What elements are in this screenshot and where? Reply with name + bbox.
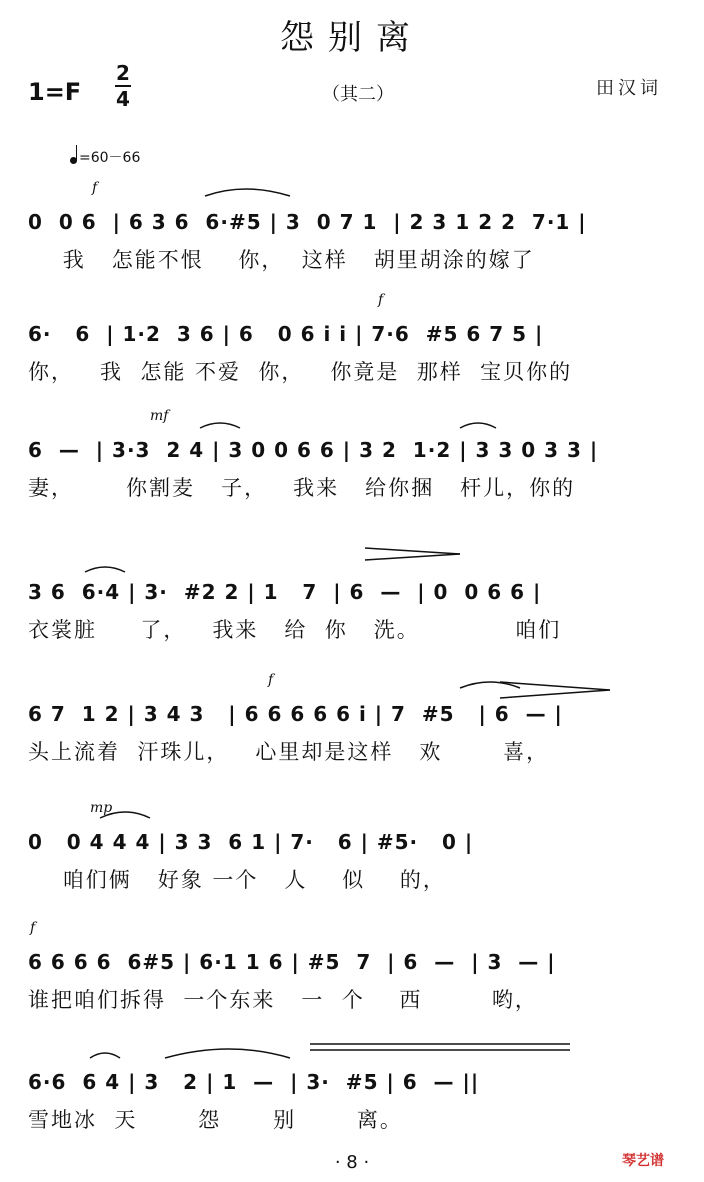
key-signature: 1=F — [28, 78, 82, 106]
notation-line: 6 — | 3·3 2 4 | 3 0 0 6 6 | 3 2 1·2 | 3 3 0 3 3 | — [28, 438, 599, 462]
lyricist-credit: 田汉词 — [596, 78, 662, 99]
slur-mark — [165, 1049, 290, 1058]
notation-line: 3 6 6·4 | 3· #2 2 | 1 7 | 6 — | 0 0 6 6 | — [28, 580, 542, 604]
lyric-line: 头上流着 汗珠儿， 心里却是这样 欢 喜， — [28, 740, 550, 764]
lyric-line: 咱们俩 好象 一个 人 似 的， — [28, 868, 446, 892]
slur-mark — [200, 423, 240, 428]
notation-line: 6 6 6 6 6#5 | 6·1 1 6 | #5 7 | 6 — | 3 — | — [28, 950, 556, 974]
lyric-line: 衣裳脏 了， 我来 给 你 洗。 咱们 — [28, 618, 562, 642]
time-top: 2 — [116, 61, 130, 85]
slur-mark — [85, 567, 125, 572]
logo-text: 琴艺谱 — [622, 1153, 664, 1169]
subtitle: （其二） — [322, 84, 394, 105]
slur-mark — [100, 812, 150, 818]
lyric-line: 我 怎能不恨 你， 这样 胡里胡涂的嫁了 — [28, 248, 535, 272]
slur-mark — [90, 1053, 120, 1058]
dynamic-mark: f — [378, 292, 384, 308]
dynamic-mark: f — [268, 672, 274, 688]
page-number: · 8 · — [334, 1152, 370, 1173]
notation-line: 6· 6 | 1·2 3 6 | 6 0 6 i i | 7·6 #5 6 7 5 | — [28, 322, 544, 346]
song-title: 怨别离 — [280, 18, 424, 58]
notation-line: 6 7 1 2 | 3 4 3 | 6 6 6 6 6 i | 7 #5 | 6 — | — [28, 702, 563, 726]
slur-mark — [205, 189, 290, 196]
lyric-line: 谁把咱们拆得 一个东来 一 个 西 哟， — [28, 988, 538, 1012]
lyric-line: 妻， 你割麦 子， 我来 给你捆 杆儿，你的 — [28, 476, 576, 500]
tempo-value: =60－66 — [79, 150, 141, 166]
slur-mark — [460, 423, 496, 428]
dynamic-mark: f — [30, 920, 36, 936]
time-bottom: 4 — [116, 87, 130, 111]
notation-line: 6·6 6 4 | 3 2 | 1 — | 3· #5 | 6 — || — [28, 1070, 480, 1094]
decrescendo-mark — [365, 554, 460, 560]
notation-line: 0 0 4 4 4 | 3 3 6 1 | 7· 6 | #5· 0 | — [28, 830, 474, 854]
dynamic-mark: mf — [150, 408, 169, 424]
decrescendo-mark — [365, 548, 460, 554]
lyric-line: 雪地冰 天 怨 别 离。 — [28, 1108, 403, 1132]
dynamic-mark: mp — [90, 800, 113, 816]
dynamic-mark: f — [92, 180, 98, 196]
decrescendo-mark — [500, 690, 610, 698]
site-logo — [622, 1150, 664, 1170]
notation-line: 0 0 6 | 6 3 6 6·#5 | 3 0 7 1 | 2 3 1 2 2 7·1 | — [28, 210, 587, 234]
lyric-line: 你， 我 怎能 不爱 你， 你竟是 那样 宝贝你的 — [28, 360, 573, 384]
